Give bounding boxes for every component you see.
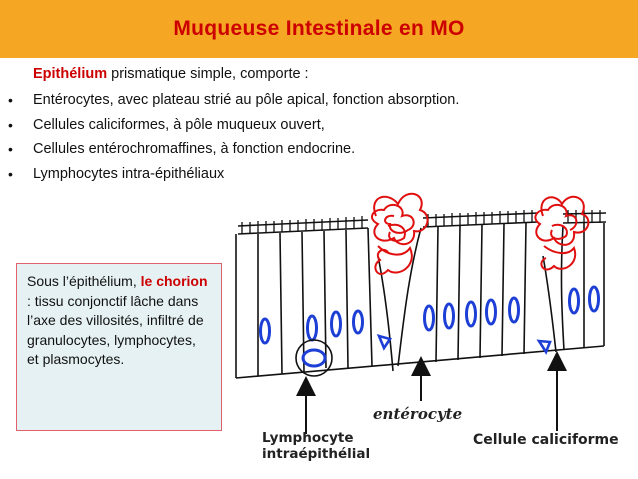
label-arrows [306, 361, 557, 434]
lymphocyte-label-line2: intraépithélial [262, 446, 371, 462]
list-item [8, 164, 459, 189]
chorion-prefix: Sous l’épithélium, [27, 273, 141, 289]
chorion-highlight: le chorion [140, 273, 208, 289]
bullet-text: Cellules caliciformes, à pôle muqueux ouvert, [33, 116, 325, 133]
cell-membranes [236, 223, 604, 378]
bullet-marker: • [8, 116, 13, 133]
list-item [8, 115, 459, 140]
bullet-marker: • [8, 92, 13, 108]
chorion-textbox [16, 263, 222, 431]
intro-line [33, 66, 309, 82]
enterocyte-nuclei [261, 287, 599, 343]
bullet-marker: • [8, 165, 13, 182]
list-item [8, 139, 459, 164]
bullet-text: Cellules entérochromaffines, à fonction endocrine. [33, 141, 356, 157]
intro-highlight: Epithélium [33, 66, 108, 82]
slide-title: Muqueuse Intestinale en MO [173, 17, 465, 40]
enterocyte-label: entérocyte [373, 405, 463, 423]
lymphocyte-label [262, 430, 372, 462]
chorion-text: : tissu conjonctif lâche dans l’axe des villosités, infiltré de granulocytes, lymphocytes, et plasmocytes. [27, 292, 204, 368]
bullet-text: Entérocytes, avec plateau strié au pôle apical, fonction absorption. [33, 92, 460, 108]
title-bar [0, 0, 638, 58]
intro-text: prismatique simple, comporte : [107, 66, 309, 82]
lymphocyte-label-line1: Lymphocyte [262, 430, 354, 446]
caliciform-label: Cellule caliciforme [473, 432, 619, 448]
mucus-scribble [372, 194, 588, 274]
bullet-list [8, 90, 459, 188]
list-item [8, 90, 459, 115]
bullet-text: Lymphocytes intra-épithéliaux [33, 165, 225, 182]
bullet-marker: • [8, 141, 13, 157]
